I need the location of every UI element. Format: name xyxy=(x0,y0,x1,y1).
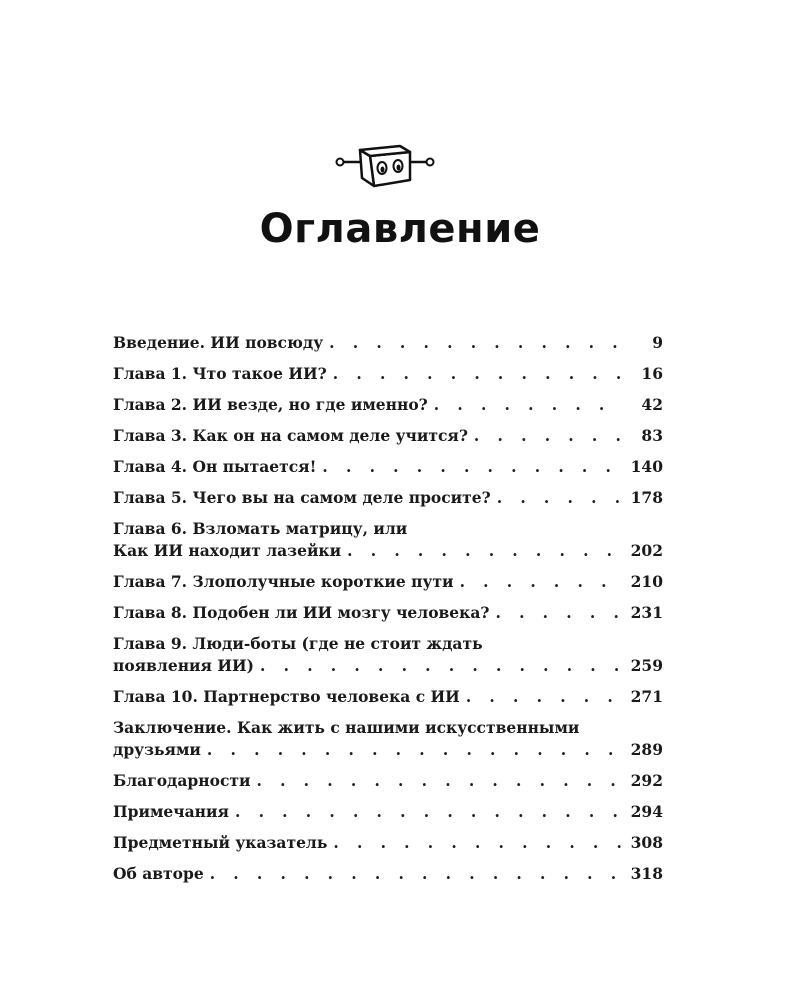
toc-entry[interactable] xyxy=(113,456,663,478)
toc-entry-page-number: 271 xyxy=(630,687,663,706)
toc-entry-title-line: Глава 9. Люди-боты (где не стоит ждать xyxy=(113,634,483,653)
toc-entry-page-number: 140 xyxy=(630,457,663,476)
toc-entry-row xyxy=(113,686,663,708)
toc-entry-page-number: 210 xyxy=(630,572,663,591)
toc-entry-title-line: Глава 5. Чего вы на самом деле просите? xyxy=(113,488,491,507)
toc-entry-row xyxy=(113,487,663,509)
toc-entry-page-number: 259 xyxy=(630,656,663,675)
dot-leader xyxy=(235,801,621,823)
toc-entry-row xyxy=(113,739,663,761)
toc-entry[interactable] xyxy=(113,801,663,823)
dot-leader xyxy=(257,770,621,792)
toc-entry[interactable] xyxy=(113,518,663,562)
toc-entry[interactable] xyxy=(113,633,663,677)
toc-entry-row xyxy=(113,425,663,447)
toc-entry[interactable] xyxy=(113,602,663,624)
toc-entry-title-line: Глава 8. Подобен ли ИИ мозгу человека? xyxy=(113,603,490,622)
table-of-contents xyxy=(113,332,663,894)
toc-entry-row xyxy=(113,655,663,677)
toc-entry[interactable] xyxy=(113,832,663,854)
toc-entry[interactable] xyxy=(113,363,663,385)
toc-entry[interactable] xyxy=(113,571,663,593)
toc-entry-title-line: Глава 2. ИИ везде, но где именно? xyxy=(113,395,428,414)
toc-entry-title-line: Введение. ИИ повсюду xyxy=(113,333,324,352)
toc-entry-title-line: Глава 7. Злополучные короткие пути xyxy=(113,572,454,591)
dot-leader xyxy=(333,832,620,854)
toc-entry-row xyxy=(113,394,663,416)
toc-entry-row xyxy=(113,332,663,354)
dot-leader xyxy=(210,863,621,885)
toc-entry-page-number: 308 xyxy=(630,833,663,852)
dot-leader xyxy=(434,394,623,416)
toc-entry-page-number: 294 xyxy=(630,802,663,821)
toc-entry-row xyxy=(113,602,663,624)
toc-entry-title-line: Предметный указатель xyxy=(113,833,328,852)
toc-entry-row xyxy=(113,363,663,385)
toc-entry-row xyxy=(113,571,663,593)
toc-entry-title-line: появления ИИ) xyxy=(113,656,255,675)
toc-entry[interactable] xyxy=(113,425,663,447)
toc-entry-title-line: Глава 1. Что такое ИИ? xyxy=(113,364,327,383)
toc-entry-row xyxy=(113,801,663,823)
toc-entry-title-line: Примечания xyxy=(113,802,229,821)
toc-entry[interactable] xyxy=(113,332,663,354)
toc-entry-page-number: 42 xyxy=(641,395,663,414)
toc-entry-title-line: Глава 3. Как он на самом деле учится? xyxy=(113,426,468,445)
toc-entry-page-number: 289 xyxy=(630,740,663,759)
toc-entry-title-line: Глава 10. Партнерство человека с ИИ xyxy=(113,687,460,706)
toc-entry-page-number: 231 xyxy=(630,603,663,622)
toc-entry-title-line: Глава 4. Он пытается! xyxy=(113,457,317,476)
dot-leader xyxy=(497,487,621,509)
toc-entry[interactable] xyxy=(113,487,663,509)
toc-entry-title-line: Заключение. Как жить с нашими искусственными xyxy=(113,718,580,737)
toc-entry-title-line: Благодарности xyxy=(113,771,251,790)
page-title: Оглавление xyxy=(259,206,541,252)
toc-entry[interactable] xyxy=(113,686,663,708)
dot-leader xyxy=(347,540,621,562)
toc-entry[interactable] xyxy=(113,863,663,885)
dot-leader xyxy=(260,655,621,677)
dot-leader xyxy=(460,571,621,593)
dot-leader xyxy=(329,332,623,354)
toc-entry[interactable] xyxy=(113,394,663,416)
dot-leader xyxy=(207,739,621,761)
robot-box-icon xyxy=(330,142,440,196)
toc-entry-row xyxy=(113,832,663,854)
toc-entry-row xyxy=(113,770,663,792)
dot-leader xyxy=(333,363,623,385)
toc-entry[interactable] xyxy=(113,717,663,761)
toc-entry-title-line: Как ИИ находит лазейки xyxy=(113,541,342,560)
toc-entry-page-number: 16 xyxy=(641,364,663,383)
toc-entry-row xyxy=(113,863,663,885)
dot-leader xyxy=(496,602,621,624)
toc-entry-page-number: 9 xyxy=(652,333,663,352)
toc-entry-row xyxy=(113,540,663,562)
toc-entry-row xyxy=(113,456,663,478)
toc-entry-title-line: Глава 6. Взломать матрицу, или xyxy=(113,519,408,538)
toc-entry-page-number: 202 xyxy=(630,541,663,560)
dot-leader xyxy=(466,686,621,708)
toc-entry[interactable] xyxy=(113,770,663,792)
toc-entry-page-number: 178 xyxy=(630,488,663,507)
toc-entry-page-number: 318 xyxy=(630,864,663,883)
toc-entry-page-number: 292 xyxy=(630,771,663,790)
dot-leader xyxy=(322,456,620,478)
toc-entry-title-line: Об авторе xyxy=(113,864,204,883)
toc-entry-title-line: друзьями xyxy=(113,740,201,759)
toc-entry-page-number: 83 xyxy=(641,426,663,445)
dot-leader xyxy=(474,425,623,447)
